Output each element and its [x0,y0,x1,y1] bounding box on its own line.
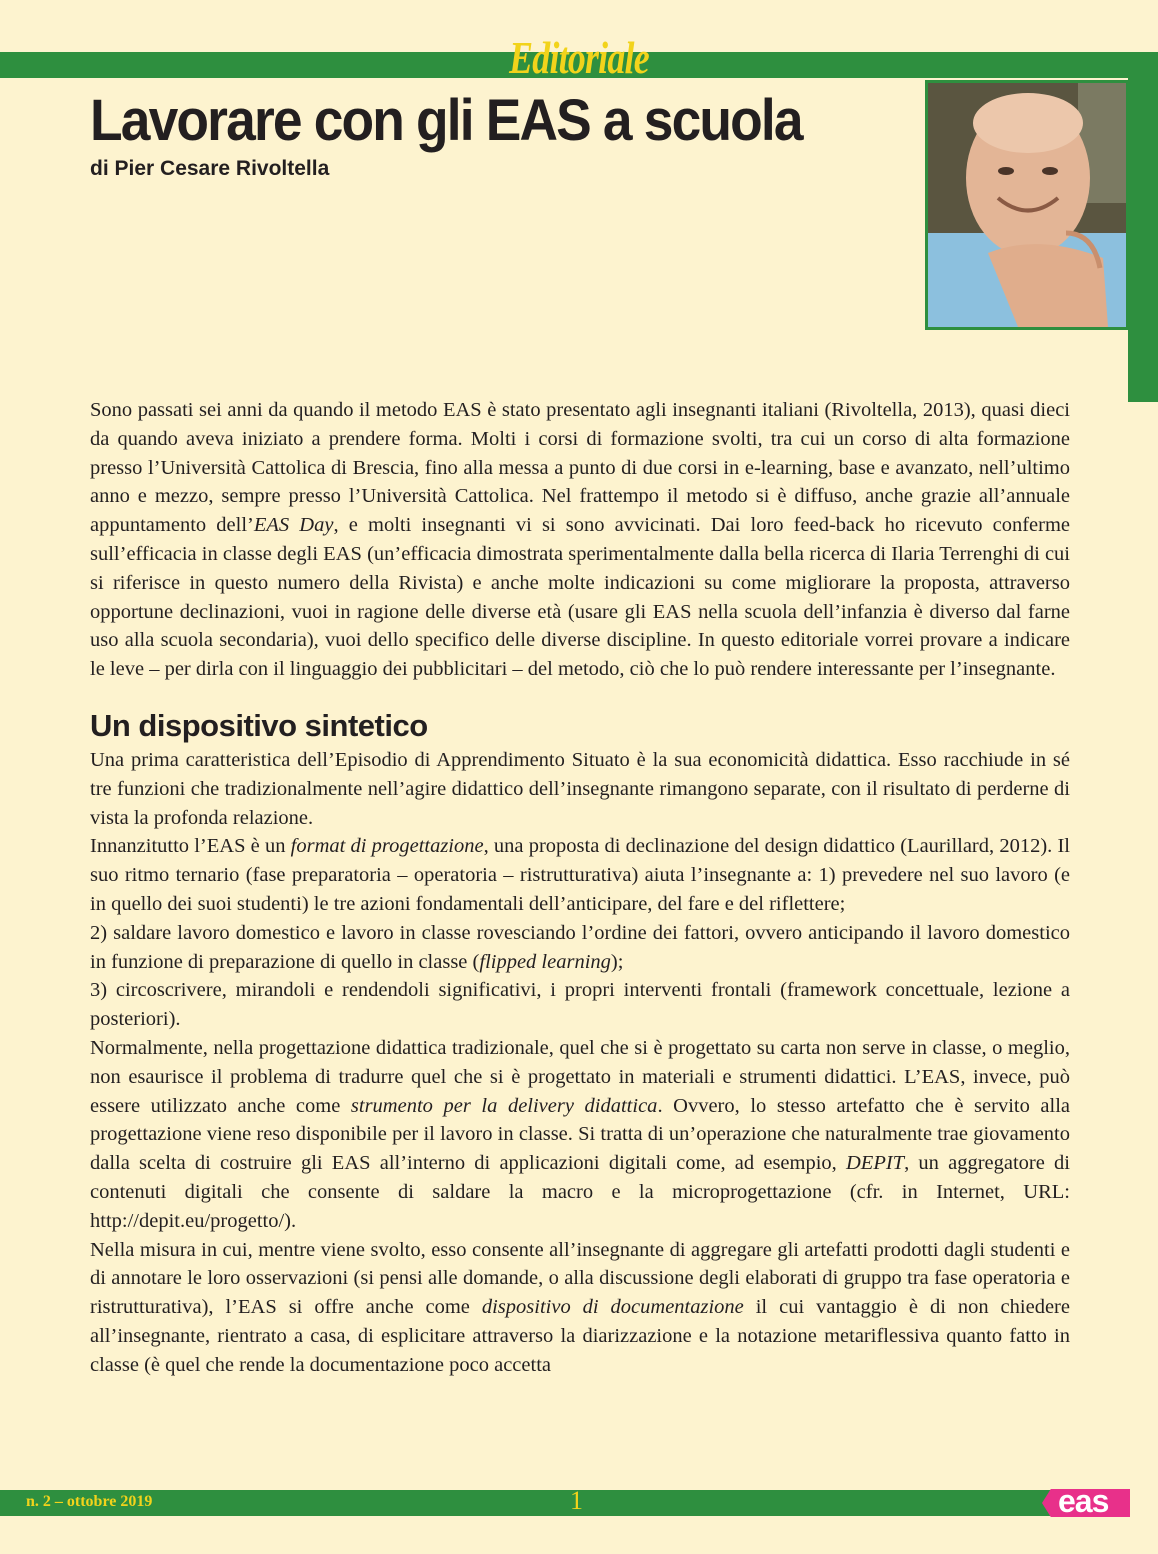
paragraph: Una prima caratteristica dell’Episodio di Apprendimento Situato è la sua economicità didattica. Esso racchiude in sé tre funzioni che tradizionalmente nell’agire didattico dell’insegnante rimangono separate, con il risultato di perderne di vista la profonda relazione. [90,748,1070,829]
author-byline: di Pier Cesare Rivoltella [90,157,330,180]
emphasis: dispositivo di documentazione [481,1296,744,1319]
side-bar [1128,52,1158,402]
portrait-svg [928,83,1126,327]
paragraph: 3) circoscrivere, mirandoli e rendendoli significativi, i propri interventi frontali (framework concettuale, lezione a posteriori). [90,979,1070,1031]
paragraph: Normalmente, nella progettazione didattica tradizionale, quel che si è progettato su carta non serve in classe, o meglio, non esaurisce il problema di tradurre quel che si è progettato in materiali e strumenti didattici. L’EAS, invece, può essere utilizzato anche come strumento per la delivery didattica. Ovvero, lo stesso artefatto che è servito alla progettazione viene reso disponibile per il lavoro in classe. Si tratta di un’operazione che naturalmente trae giovamento dalla scelta di costruire gli EAS all’interno di applicazioni digitali come, ad esempio, DEPIT, un aggregatore di contenuti digitali che consente di saldare la macro e la microprogettazione (cfr. in Internet, URL: http://depit.eu/progetto/). [90,1036,1071,1232]
page-number: 1 [570,1486,583,1515]
article-title: Lavorare con gli EAS a scuola [90,88,802,153]
eas-logo-text: eas [1058,1483,1109,1519]
emphasis: format di progettazione [290,835,484,858]
section-heading: Un dispositivo sintetico [90,707,428,743]
author-portrait-icon [925,80,1129,330]
issue-info: n. 2 – ottobre 2019 [26,1493,153,1510]
paragraph: Nella misura in cui, mentre viene svolto, esso consente all’insegnante di aggregare gli artefatti prodotti dagli studenti e di annotare le loro osservazioni (si pensi alle domande, o alla discussione degli elaborati di gruppo tra fase operatoria e ristrutturativa), l’EAS si offre anche come dispositivo di documentazione il cui vantaggio è di non chiedere all’insegnante, rientrato a casa, di esplicitare attraverso la diarizzazione e la notazione metariflessiva quanto fatto in classe (è quel che rende la documentazione poco accetta [90,1238,1070,1376]
paragraph: 2) saldare lavoro domestico e lavoro in classe rovesciando l’ordine dei fattori, ovvero anticipando il lavoro domestico in funzione di preparazione di quello in classe (flipped learning); [90,921,1070,973]
emphasis: EAS Day [253,514,334,537]
section-label: Editoriale [509,32,649,83]
footer-band [0,1490,1130,1516]
intro-paragraph: Sono passati sei anni da quando il metodo EAS è stato presentato agli insegnanti italiani (Rivoltella, 2013), quasi dieci da quando aveva iniziato a prendere forma. Molti i corsi di formazione svolti, tra cui un corso di alta formazione presso l’Università Cattolica di Brescia, fino alla messa a punto di due corsi in e-learning, base e avanzato, nell’ultimo anno e mezzo, sempre presso l’Università Cattolica. Nel frattempo il metodo si è diffuso, anche grazie all’annuale appuntamento dell’EAS Day, e molti insegnanti vi si sono avvicinati. Dai loro feed-back ho ricevuto conferme sull’efficacia in classe degli EAS (un’efficacia dimostrata sperimentalmente dalla bella ricerca di Ilaria Terrenghi di cui si riferisce in questo numero della Rivista) e anche molte indicazioni su come migliorare la proposta, attraverso opportune declinazioni, vuoi in ragione delle diverse età (usare gli EAS nella scuola dell’infanzia è diverso dal farne uso alla scuola secondaria), vuoi dello specifico delle diverse discipline. In questo editoriale vorrei provare a indicare le leve – per dirla con il linguaggio dei pubblicitari – del metodo, ciò che lo può rendere interessante per l’insegnante. [90,399,1070,681]
paragraph: Innanzitutto l’EAS è un format di progettazione, una proposta di declinazione del design didattico (Laurillard, 2012). Il suo ritmo ternario (fase preparatoria – operatoria – ristrutturativa) aiuta l’insegnante a: 1) prevedere nel suo lavoro (e in quello dei suoi studenti) le tre azioni fondamentali dell’anticipare, del fare e del riflettere; [90,835,1070,915]
emphasis: DEPIT [846,1152,905,1175]
emphasis: flipped learning [479,950,611,973]
emphasis: strumento per la delivery didattica [350,1094,658,1117]
article-body [90,396,1070,1380]
